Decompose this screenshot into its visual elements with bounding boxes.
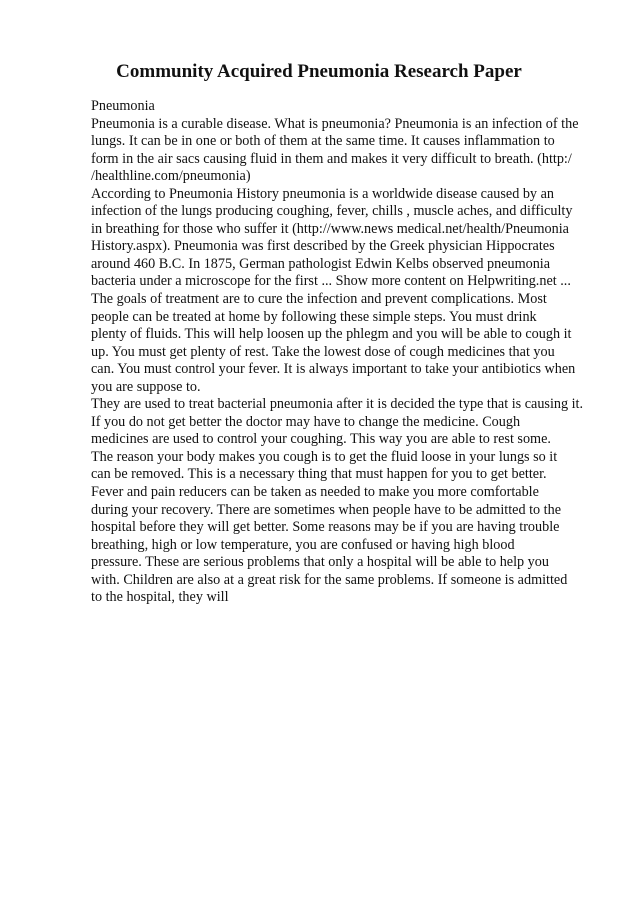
body-line: around 460 B.C. In 1875, German pathologist Edwin Kelbs observed pneumonia (91, 255, 551, 272)
body-line: up. You must get plenty of rest. Take the lowest dose of cough medicines that you (91, 343, 555, 360)
body-line: The reason your body makes you cough is to get the fluid loose in your lungs so it (91, 448, 558, 465)
body-line: plenty of fluids. This will help loosen up the phlegm and you will be able to cough it (91, 326, 572, 343)
body-line: form in the air sacs causing fluid in them and makes it very difficult to breath. (http:/ (91, 150, 572, 167)
body-line: with. Children are also at a great risk for the same problems. If someone is admitted (91, 571, 568, 588)
body-line: can. You must control your fever. It is always important to take your antibiotics when (91, 361, 576, 378)
document-body (91, 98, 611, 607)
body-line: bacteria under a microscope for the first ... Show more content on Helpwriting.net ... (91, 273, 571, 290)
body-line: lungs. It can be in one or both of them at the same time. It causes inflammation to (91, 133, 555, 150)
body-line: /healthline.com/pneumonia) (91, 168, 251, 185)
body-line: can be removed. This is a necessary thing that must happen for you to get better. (91, 466, 547, 483)
body-line: in breathing for those who suffer it (http://www.news medical.net/health/Pneumonia (91, 220, 569, 237)
body-line: hospital before they will get better. Some reasons may be if you are having trouble (91, 519, 560, 536)
body-line: If you do not get better the doctor may have to change the medicine. Cough (91, 413, 521, 430)
body-line: Pneumonia is a curable disease. What is pneumonia? Pneumonia is an infection of the (91, 115, 579, 132)
body-line: to the hospital, they will (91, 589, 229, 606)
body-line: infection of the lungs producing coughing, fever, chills , muscle aches, and difficulty (91, 203, 573, 220)
document-title: Community Acquired Pneumonia Research Paper (116, 61, 522, 82)
body-line: people can be treated at home by following these simple steps. You must drink (91, 308, 537, 325)
body-line: Fever and pain reducers can be taken as needed to make you more comfortable (91, 484, 539, 501)
body-line: pressure. These are serious problems that only a hospital will be able to help you (91, 554, 549, 571)
body-line: The goals of treatment are to cure the infection and prevent complications. Most (91, 291, 547, 308)
body-line: during your recovery. There are sometimes when people have to be admitted to the (91, 501, 561, 518)
body-line: Pneumonia (91, 98, 155, 114)
body-line: breathing, high or low temperature, you are confused or having high blood (91, 536, 515, 553)
body-line: They are used to treat bacterial pneumonia after it is decided the type that is causing it. (91, 396, 584, 413)
body-line: you are suppose to. (91, 378, 201, 395)
body-line: History.aspx). Pneumonia was first described by the Greek physician Hippocrates (91, 238, 555, 255)
body-line: medicines are used to control your coughing. This way you are able to rest some. (91, 431, 551, 448)
body-line: According to Pneumonia History pneumonia is a worldwide disease caused by an (91, 185, 554, 202)
